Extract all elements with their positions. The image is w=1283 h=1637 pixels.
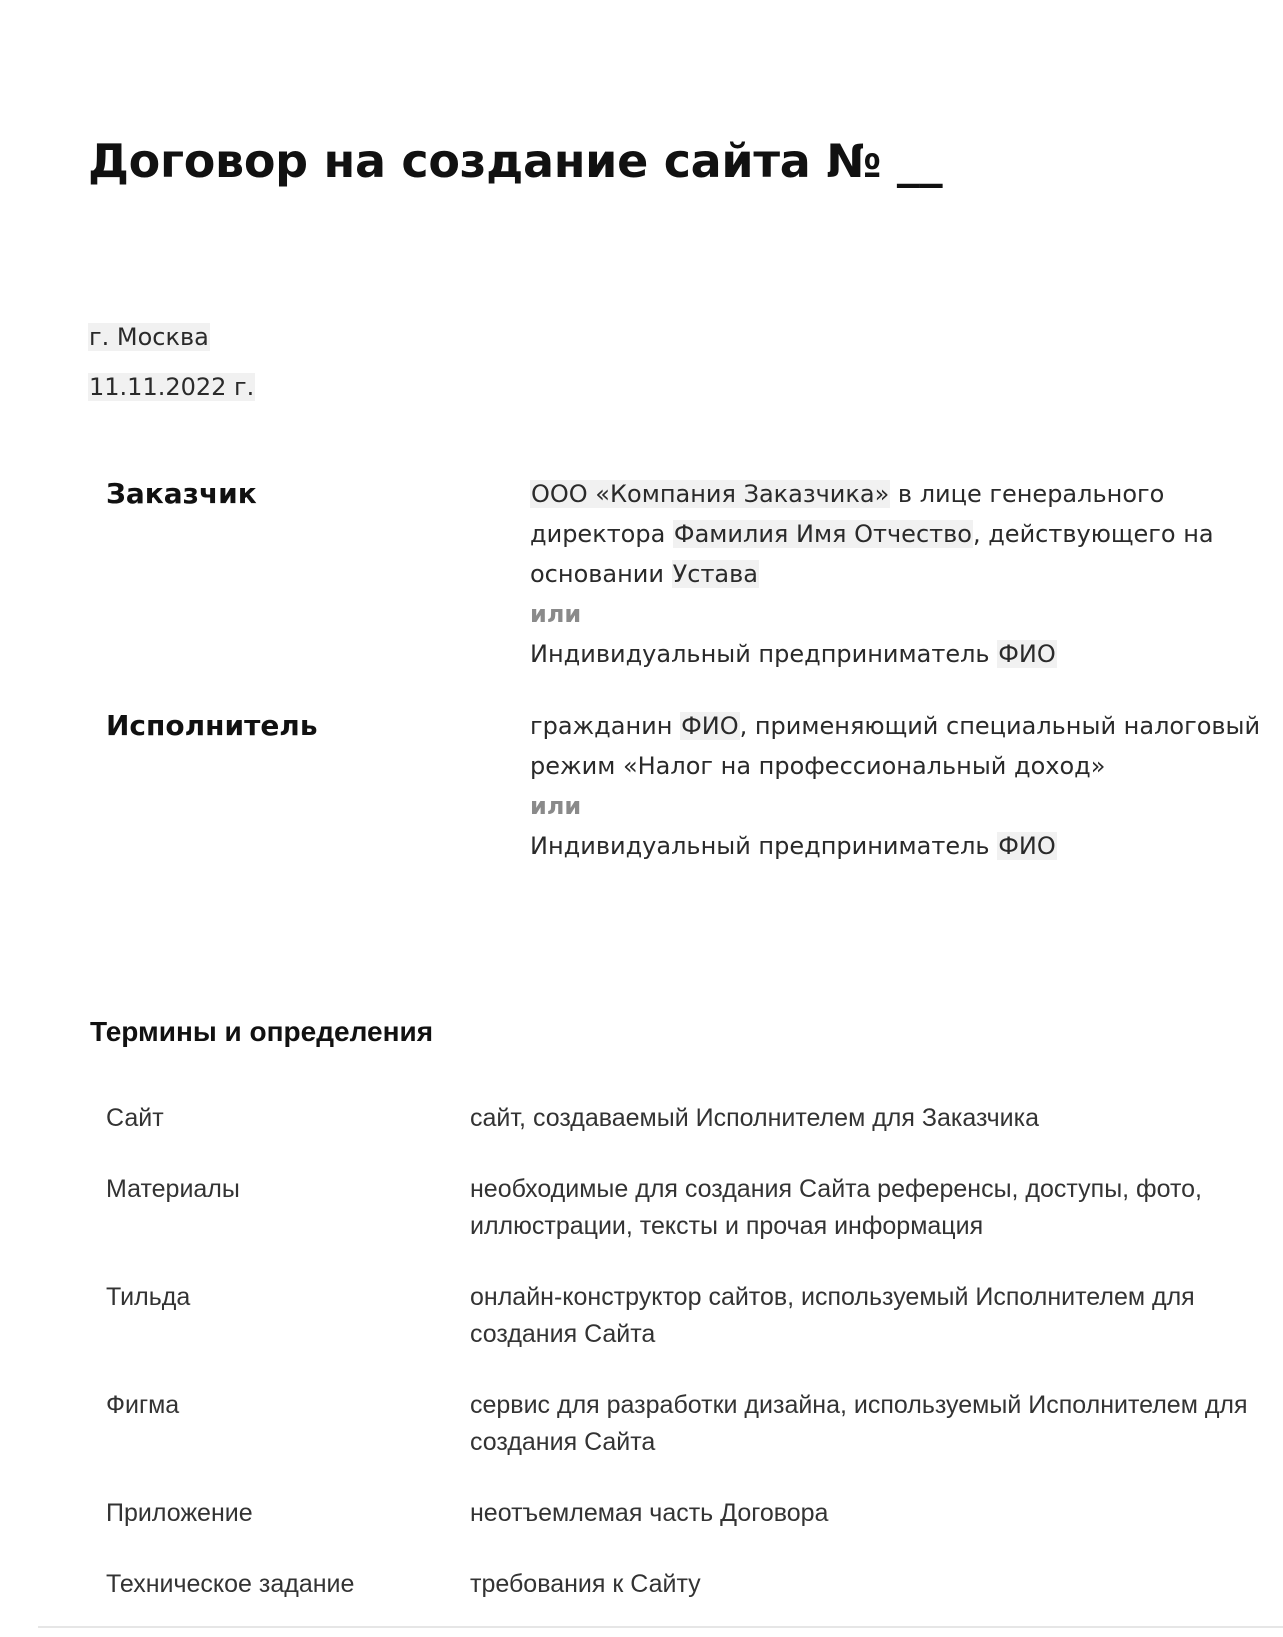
term-definition: сервис для разработки дизайна, используемый Исполнителем для создания Сайта (470, 1391, 1248, 1456)
city: г. Москва (89, 323, 209, 351)
customer-label: Заказчик (106, 477, 257, 510)
term-name: Тильда (106, 1283, 191, 1311)
term-name: Приложение (106, 1499, 253, 1527)
term-row (106, 1495, 1256, 1566)
terms-heading: Термины и определения (90, 1016, 434, 1047)
term-row (106, 1279, 1256, 1387)
terms-list (106, 1100, 1256, 1637)
customer-basis: Устава (672, 560, 758, 588)
term-definition: требования к Сайту (470, 1570, 701, 1598)
page-bottom-divider (38, 1626, 1283, 1628)
term-row (106, 1171, 1256, 1279)
customer-company: ООО «Компания Заказчика» (531, 480, 890, 508)
customer-or: или (530, 600, 582, 628)
term-name: Материалы (106, 1175, 240, 1203)
party-customer (106, 474, 1276, 674)
contractor-prefix: гражданин (530, 712, 681, 740)
contractor-label: Исполнитель (106, 709, 318, 742)
contractor-details (530, 706, 1276, 866)
term-row (106, 1100, 1256, 1171)
customer-text-2: , действующего на основании (530, 520, 1214, 588)
term-definition: неотъемлемая часть Договора (470, 1499, 829, 1527)
customer-ip-name: ФИО (998, 640, 1056, 668)
term-definition: онлайн-конструктор сайтов, используемый Исполнителем для создания Сайта (470, 1283, 1195, 1348)
term-definition: необходимые для создания Сайта референсы, доступы, фото, иллюстрации, тексты и прочая информация (470, 1175, 1202, 1240)
contract-date: 11.11.2022 г. (89, 373, 255, 401)
contractor-name: ФИО (681, 712, 739, 740)
term-name: Фигма (106, 1391, 180, 1419)
customer-details (530, 474, 1276, 674)
term-definition: сайт, создаваемый Исполнителем для Заказчика (470, 1104, 1039, 1132)
city-date-block (88, 312, 255, 412)
document-title: Договор на создание сайта № __ (88, 134, 943, 188)
customer-director: Фамилия Имя Отчество (673, 520, 972, 548)
contractor-or: или (530, 792, 582, 820)
parties-section (106, 474, 1276, 866)
term-name: Техническое задание (106, 1570, 355, 1598)
customer-text-1: в лице генерального директора (530, 480, 1165, 548)
customer-ip-prefix: Индивидуальный предприниматель (530, 640, 998, 668)
contractor-ip-name: ФИО (998, 832, 1056, 860)
contractor-ip-prefix: Индивидуальный предприниматель (530, 832, 998, 860)
term-row (106, 1387, 1256, 1495)
term-name: Сайт (106, 1104, 164, 1132)
party-contractor (106, 706, 1276, 866)
contractor-text: , применяющий специальный налоговый режим «Налог на профессиональный доход» (530, 712, 1261, 780)
